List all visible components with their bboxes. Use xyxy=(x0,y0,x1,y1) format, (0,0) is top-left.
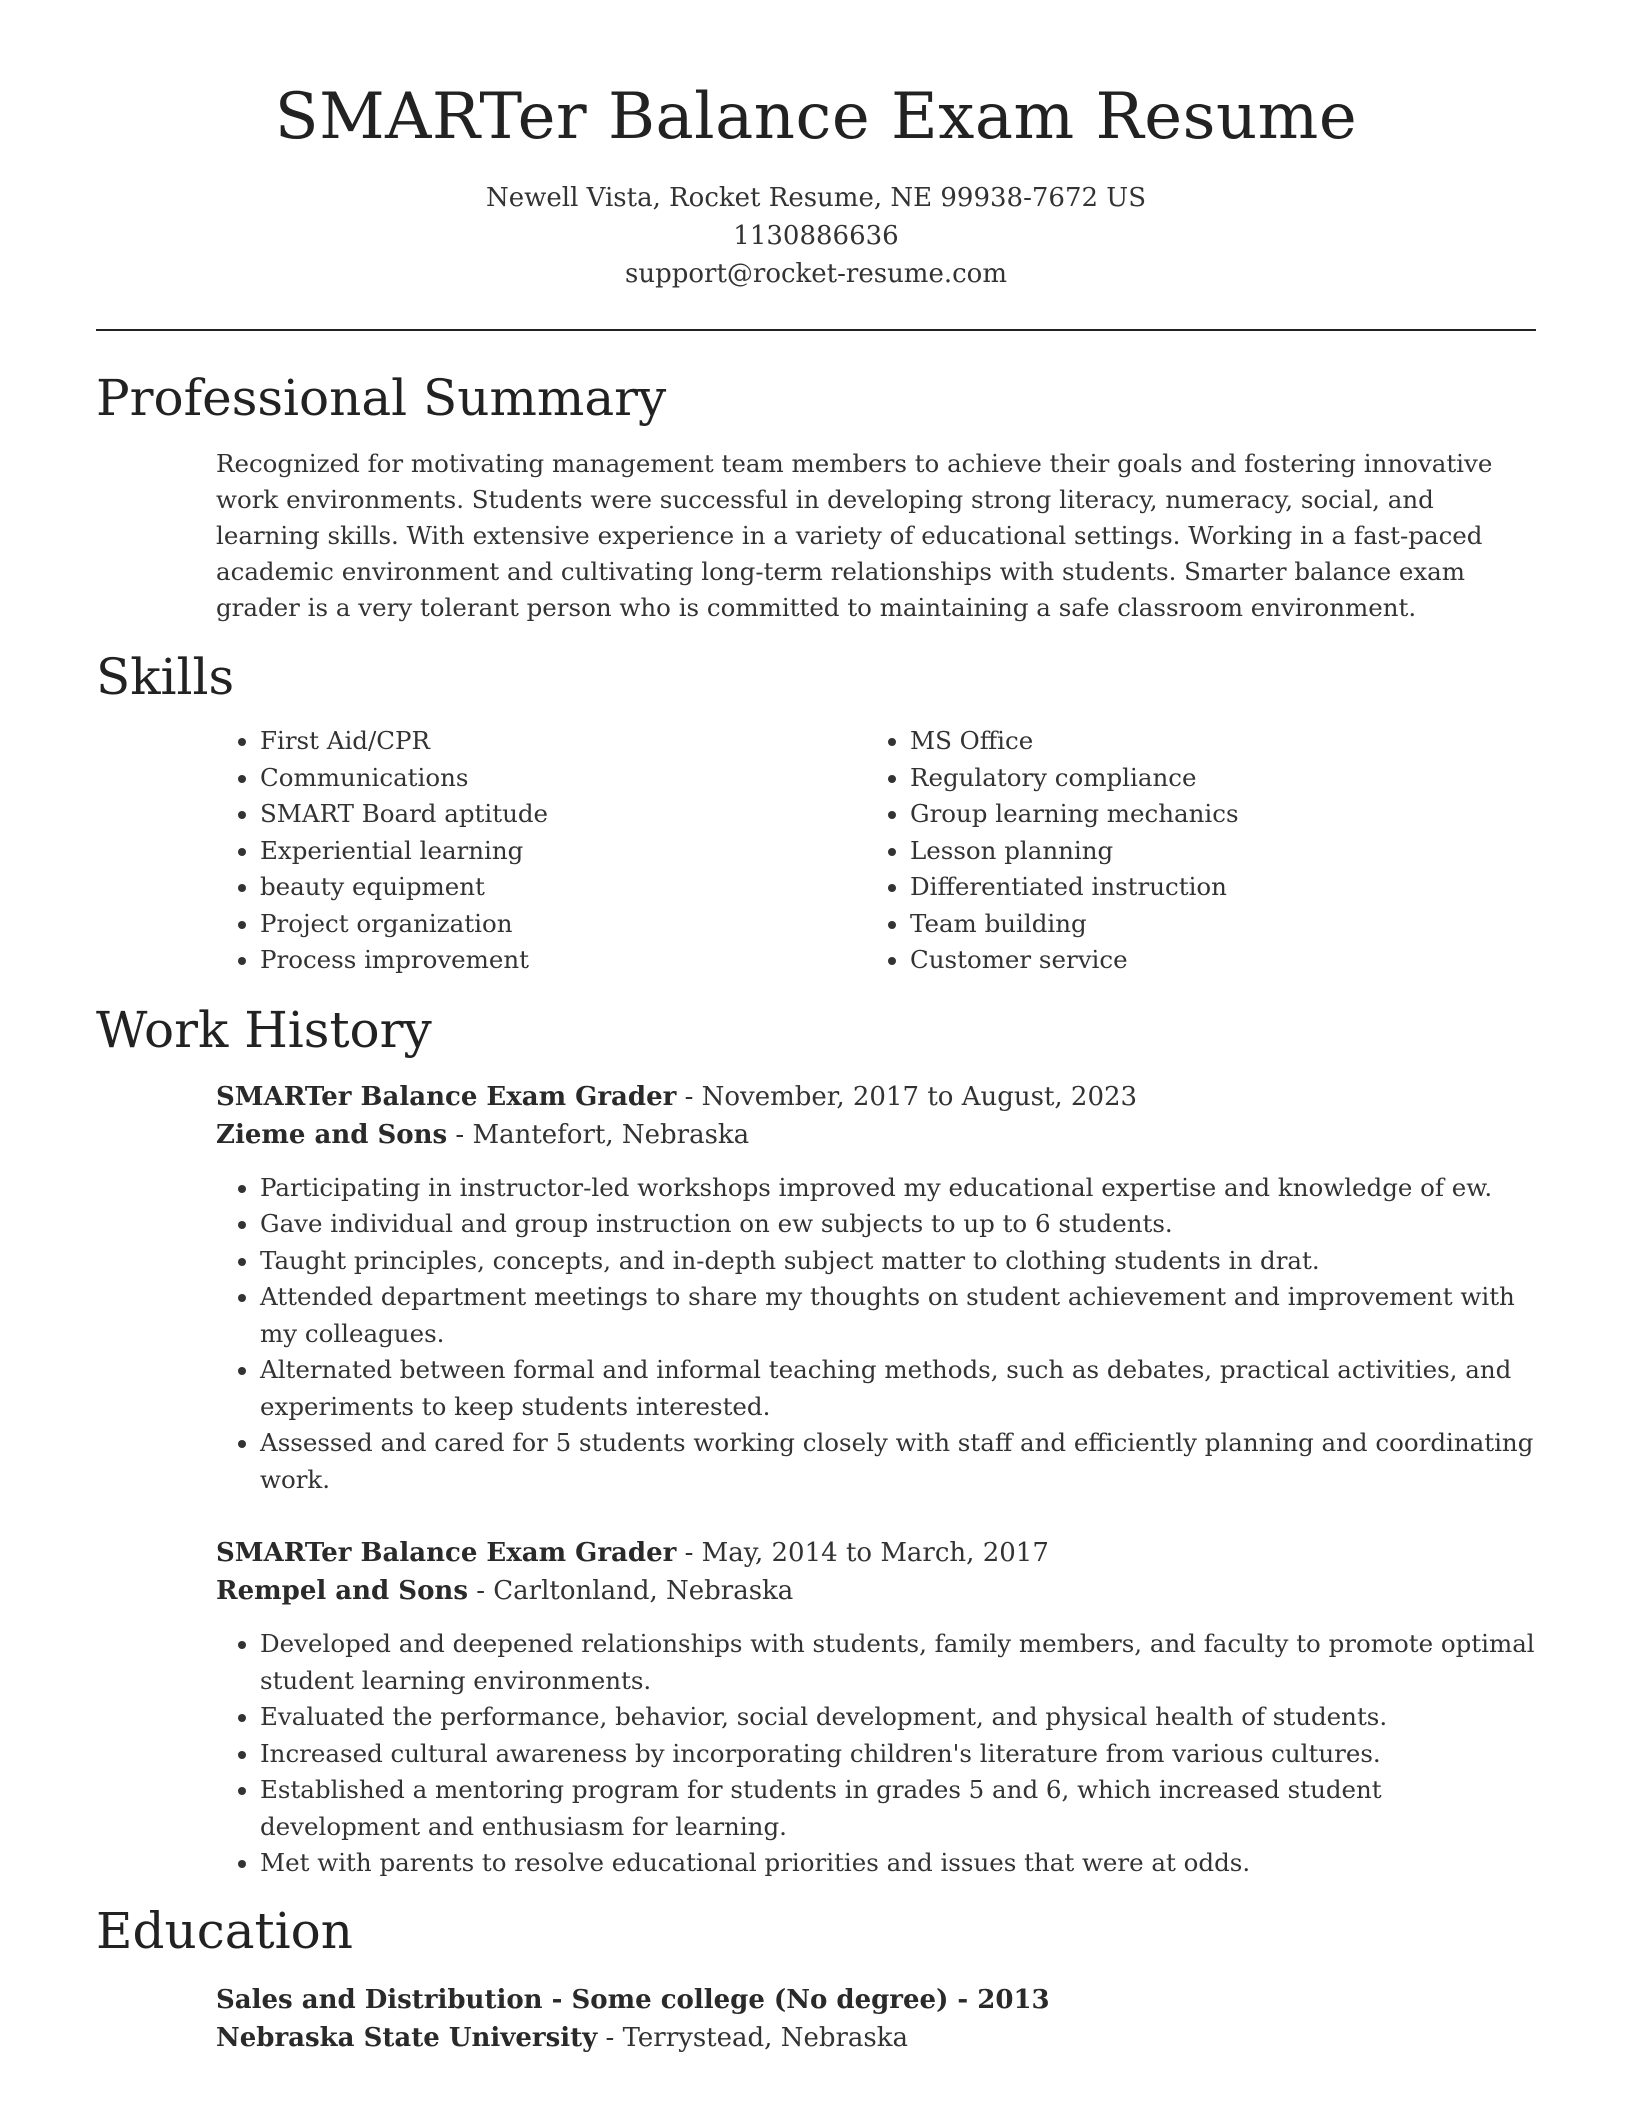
skills-heading: Skills xyxy=(96,648,235,707)
skill-item: • Group learning mechanics xyxy=(910,796,1516,833)
job-entry xyxy=(216,1078,1536,1499)
header-divider xyxy=(96,329,1536,331)
school-line xyxy=(216,2019,1536,2057)
job-duty: • Increased cultural awareness by incorporating children's literature from various cultures. xyxy=(260,1736,1536,1773)
job-role: SMARTer Balance Exam Grader xyxy=(216,1538,677,1569)
job-duty: • Established a mentoring program for students in grades 5 and 6, which increased student development and enthusiasm for learning. xyxy=(260,1772,1536,1845)
job-employer: Zieme and Sons xyxy=(216,1119,448,1150)
degree-line: Sales and Distribution - Some college (No degree) - 2013 xyxy=(216,1984,1050,2015)
contact-info xyxy=(96,179,1536,293)
job-location: - Carltonland, Nebraska xyxy=(467,1576,794,1607)
job-duty: • Taught principles, concepts, and in-depth subject matter to clothing students in drat. xyxy=(260,1243,1536,1280)
skill-item: • Process improvement xyxy=(260,942,866,979)
job-duty: • Participating in instructor-led workshops improved my educational expertise and knowledge of ew. xyxy=(260,1170,1536,1207)
resume-header xyxy=(96,0,1536,293)
school-name: Nebraska State University xyxy=(216,2022,598,2053)
education-entry xyxy=(216,1981,1536,2057)
job-duty: • Developed and deepened relationships with students, family members, and faculty to promote optimal student learning environments. xyxy=(260,1626,1536,1699)
job-dates: - November, 2017 to August, 2023 xyxy=(676,1081,1138,1112)
skill-item: • Project organization xyxy=(260,906,866,943)
job-duty: • Met with parents to resolve educational priorities and issues that were at odds. xyxy=(260,1845,1536,1882)
job-dates: - May, 2014 to March, 2017 xyxy=(676,1538,1049,1569)
address: Newell Vista, Rocket Resume, NE 99938-7672 US xyxy=(485,183,1147,214)
job-duty: • Attended department meetings to share my thoughts on student achievement and improvement with my colleagues. xyxy=(260,1279,1536,1352)
skill-item: • MS Office xyxy=(910,723,1516,760)
job-employer: Rempel and Sons xyxy=(216,1576,468,1607)
phone: 1130886636 xyxy=(733,221,899,252)
skill-item: • SMART Board aptitude xyxy=(260,796,866,833)
skill-item: • Communications xyxy=(260,760,866,797)
summary-text: Recognized for motivating management team members to achieve their goals and fostering innovative work environments. Students were successful in developing strong literacy, numeracy, social, and learning skills. With extensive experience in a variety of educational settings. Working in a fast-paced academic environment and cultivating long-term relationships with students. Smarter balance exam grader is a very tolerant person who is committed to maintaining a safe classroom environment. xyxy=(216,449,1493,623)
work-history-heading: Work History xyxy=(96,1000,432,1059)
skill-item: • Team building xyxy=(910,906,1516,943)
job-location: - Mantefort, Nebraska xyxy=(447,1119,750,1150)
job-title-line xyxy=(216,1534,1536,1572)
job-role: SMARTer Balance Exam Grader xyxy=(216,1081,677,1112)
skills-column-right xyxy=(866,723,1516,979)
email: support@rocket-resume.com xyxy=(624,259,1007,290)
skill-item: • Differentiated instruction xyxy=(910,869,1516,906)
summary-heading: Professional Summary xyxy=(96,369,667,428)
resume-title: SMARTer Balance Exam Resume xyxy=(274,80,1358,154)
job-duty: • Alternated between formal and informal teaching methods, such as debates, practical activities, and experiments to keep students interested. xyxy=(260,1352,1536,1425)
skill-item: • Customer service xyxy=(910,942,1516,979)
skills-list xyxy=(216,723,1536,979)
job-duties xyxy=(216,1626,1536,1882)
job-duty: • Gave individual and group instruction on ew subjects to up to 6 students. xyxy=(260,1206,1536,1243)
job-employer-line xyxy=(216,1572,1536,1610)
skill-item: • Lesson planning xyxy=(910,833,1516,870)
school-location: - Terrystead, Nebraska xyxy=(597,2022,908,2053)
skill-item: • Regulatory compliance xyxy=(910,760,1516,797)
job-employer-line xyxy=(216,1116,1536,1154)
job-duties xyxy=(216,1170,1536,1499)
skill-item: • beauty equipment xyxy=(260,869,866,906)
education-heading: Education xyxy=(96,1901,353,1960)
job-duty: • Assessed and cared for 5 students working closely with staff and efficiently planning and coordinating work. xyxy=(260,1425,1536,1498)
job-entry xyxy=(216,1534,1536,1882)
job-title-line xyxy=(216,1078,1536,1116)
skill-item: • Experiential learning xyxy=(260,833,866,870)
job-duty: • Evaluated the performance, behavior, social development, and physical health of students. xyxy=(260,1699,1536,1736)
skills-column-left xyxy=(216,723,866,979)
skill-item: • First Aid/CPR xyxy=(260,723,866,760)
